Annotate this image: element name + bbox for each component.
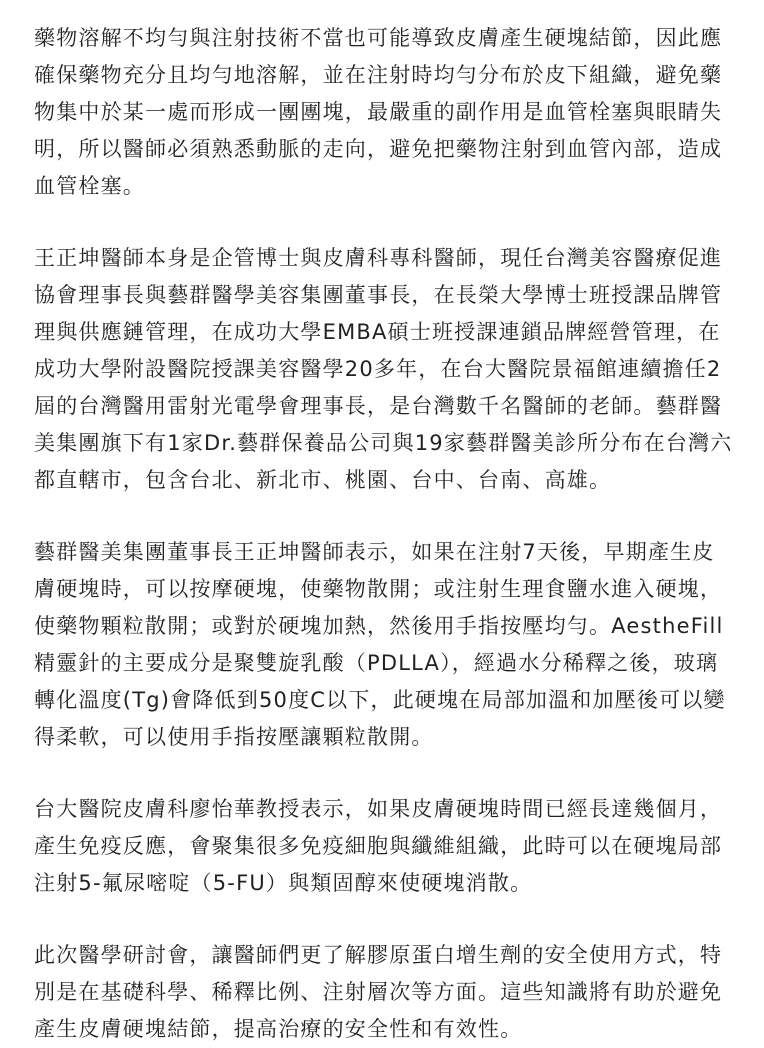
paragraph-conclusion: 此次醫學研討會，讓醫師們更了解膠原蛋白增生劑的安全使用方式，特別是在基礎科學、稀釋比例、注射層次等方面。這些知識將有助於避免產生皮膚硬塊結節，提高治療的安全性和有效性。 [34,943,723,1041]
paragraph-hard-lump-treatment: 藝群醫美集團董事長王正坤醫師表示，如果在注射7天後，早期產生皮膚硬塊時，可以按摩硬塊，使藥物散開；或注射生理食鹽水進入硬塊，使藥物顆粒散開；或對於硬塊加熱，然後用手指按壓均勻。AestheFill精靈針的主要成分是聚雙旋乳酸（PDLLA），經過水分稀釋之後，玻璃轉化溫度(Tg)會降低到50度C以下，此硬塊在局部加溫和加壓後可以變得柔軟，可以使用手指按壓讓顆粒散開。 [34,540,726,749]
paragraph-professor-statement: 台大醫院皮膚科廖怡華教授表示，如果皮膚硬塊時間已經長達幾個月，產生免疫反應，會聚集很多免疫細胞與纖維組織，此時可以在硬塊局部注射5-氟尿嘧啶（5-FU）與類固醇來使硬塊消散。 [34,797,723,895]
article-body [34,20,734,1048]
paragraph-injection-technique: 藥物溶解不均勻與注射技術不當也可能導致皮膚產生硬塊結節，因此應確保藥物充分且均勻地溶解，並在注射時均勻分布於皮下組織，避免藥物集中於某一處而形成一團團塊，最嚴重的副作用是血管栓塞與眼睛失明，所以醫師必須熟悉動脈的走向，避免把藥物注射到血管內部，造成血管栓塞。 [34,26,723,198]
paragraph-doctor-background: 王正坤醫師本身是企管博士與皮膚科專科醫師，現任台灣美容醫療促進協會理事長與藝群醫學美容集團董事長，在長榮大學博士班授課品牌管理與供應鏈管理，在成功大學EMBA碩士班授課連鎖品牌經營管理，在成功大學附設醫院授課美容醫學20多年，在台大醫院景福館連續擔任2屆的台灣醫用雷射光電學會理事長，是台灣數千名醫師的老師。藝群醫美集團旗下有1家Dr.藝群保養品公司與19家藝群醫美診所分布在台灣六都直轄市，包含台北、新北市、桃園、台中、台南、高雄。 [34,246,733,492]
